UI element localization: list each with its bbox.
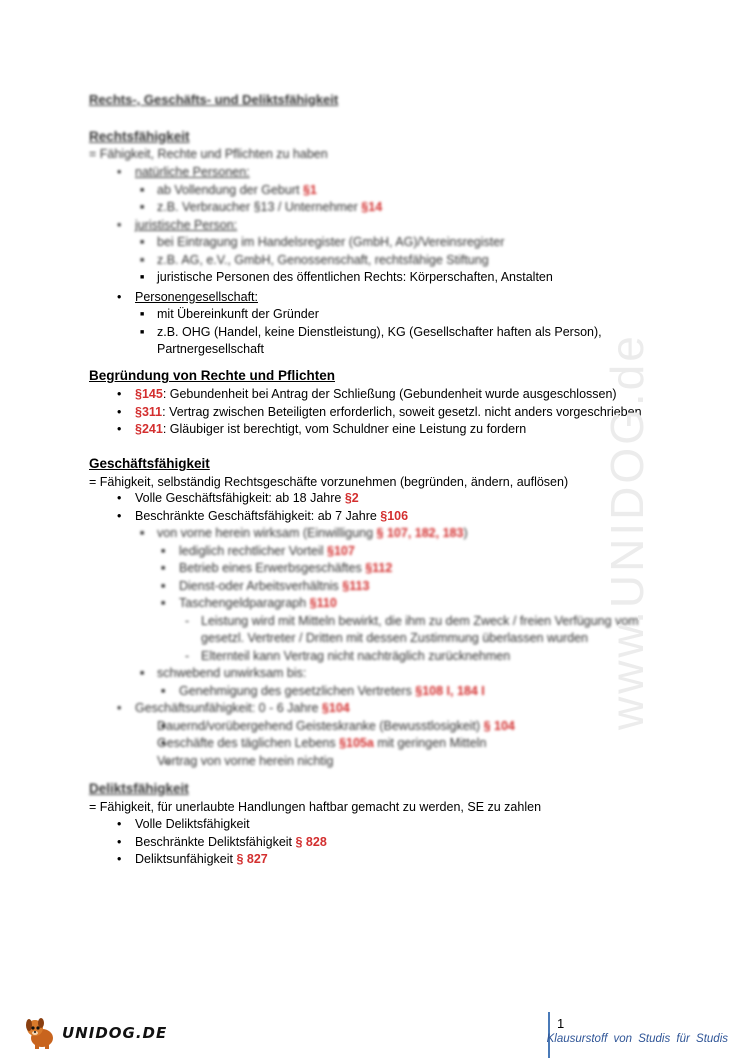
list-item: [89, 735, 639, 753]
list-item-text: ab Vollendung der Geburt: [157, 182, 300, 197]
list-item-text: Geschäftsunfähigkeit: 0 - 6 Jahre: [135, 701, 322, 715]
list-item: [89, 543, 639, 561]
list-item-text: juristische Personen des öffentlichen Rechts: Körperschaften, Anstalten: [157, 270, 553, 284]
list-item-text: z.B. Verbraucher §13 / Unternehmer: [157, 200, 358, 214]
paragraph-reference: § 104: [483, 718, 515, 733]
list-item: [89, 324, 602, 342]
list-item: [89, 306, 602, 324]
list-item: [89, 508, 639, 526]
list-item-text: Vertrag von vorne herein nichtig: [157, 753, 334, 768]
section-heading: Geschäftsfähigkeit: [89, 456, 210, 471]
paragraph-reference: §104: [321, 701, 350, 715]
dog-logo-icon: [22, 1016, 58, 1050]
paragraph-reference: §105a: [339, 736, 374, 750]
list-item-text: Deliktsunfähigkeit: [135, 852, 237, 866]
paragraph-reference: §113: [342, 578, 370, 593]
section-rechtsfaehigkeit: [89, 128, 328, 162]
begruendung-list: [89, 386, 642, 439]
list-item-text: : Gebundenheit bei Antrag der Schließung (Gebundenheit wurde ausgeschlossen): [162, 387, 617, 401]
rechtsfaehigkeit-list: [89, 164, 602, 359]
paragraph-reference: §108 I, 184 I: [415, 683, 485, 698]
paragraph-reference: §106: [380, 508, 409, 523]
list-item-text: z.B. AG, e.V., GmbH, Genossenschaft, rechtsfähige Stiftung: [157, 252, 489, 267]
list-item-text: bei Eintragung im Handelsregister (GmbH, AG)/Vereinsregister: [157, 235, 505, 249]
list-item-text: Genehmigung des gesetzlichen Vertreters: [179, 683, 416, 698]
section-geschaeftsfaehigkeit: [89, 455, 568, 491]
paragraph-reference: §112: [365, 561, 393, 575]
list-item: [89, 269, 602, 287]
list-item: [89, 289, 602, 307]
paragraph-reference: §2: [344, 491, 359, 505]
footer-tagline: Klausurstoff von Studis für Studis: [546, 1033, 728, 1045]
list-item-text: z.B. OHG (Handel, keine Dienstleistung), KG (Gesellschafter haften als Person),: [157, 324, 602, 339]
section-deliktsfaehigkeit: [89, 780, 541, 816]
list-item: [89, 578, 639, 596]
list-item: [89, 816, 327, 834]
paragraph-reference: §145: [135, 387, 163, 401]
list-item-text: Geschäfte des täglichen Lebens: [157, 736, 340, 750]
paragraph-reference: §14: [361, 200, 383, 214]
footer-logo-text: UNIDOG.DE: [62, 1024, 168, 1042]
list-item-text: lediglich rechtlicher Vorteil: [179, 543, 327, 558]
list-item: [89, 683, 639, 701]
footer-logo: [22, 1016, 167, 1050]
list-item-text: Taschengeldparagraph: [179, 596, 310, 610]
section-definition: = Fähigkeit, selbständig Rechtsgeschäfte vorzunehmen (begründen, ändern, auflösen): [89, 475, 569, 489]
list-item-text: Beschränkte Geschäftsfähigkeit: ab 7 Jahre: [135, 508, 381, 523]
list-item-text: mit Übereinkunft der Gründer: [157, 307, 319, 321]
paragraph-reference: § 827: [236, 852, 268, 866]
list-item: [89, 834, 327, 852]
section-heading: Rechtsfähigkeit: [89, 129, 190, 144]
list-item: [89, 199, 602, 217]
list-item: [89, 718, 639, 736]
list-item: [89, 421, 642, 439]
list-item-text: Betrieb eines Erwerbsgeschäftes: [179, 561, 366, 575]
section-definition: = Fähigkeit, für unerlaubte Handlungen haftbar gemacht zu werden, SE zu zahlen: [89, 800, 542, 814]
list-item-label: natürliche Personen:: [135, 165, 250, 179]
paragraph-reference: §241: [135, 422, 163, 436]
list-item: [89, 665, 639, 683]
section-heading: Begründung von Rechte und Pflichten: [89, 368, 335, 383]
list-item-text: Dauernd/vorübergehend Geisteskranke (Bewusstlosigkeit): [157, 718, 484, 733]
list-item-text: gesetzl. Vertreter / Dritten mit dessen Zustimmung überlassen wurden: [201, 631, 588, 645]
section-heading: Deliktsfähigkeit: [89, 781, 189, 796]
list-item-text: schwebend unwirksam bis:: [157, 666, 307, 680]
list-item-text: : Vertrag zwischen Beteiligten erforderlich, soweit gesetzl. nicht anders vorgeschrieben: [162, 404, 642, 419]
list-item-label: juristische Person:: [135, 217, 238, 232]
list-item-text: von vorne herein wirksam (Einwilligung: [157, 526, 377, 540]
list-item-text: Elternteil kann Vertrag nicht nachträglich zurücknehmen: [201, 648, 511, 663]
list-item-text: Volle Deliktsfähigkeit: [135, 817, 250, 831]
section-definition: = Fähigkeit, Rechte und Pflichten zu haben: [89, 147, 328, 161]
list-item-text: ): [463, 526, 468, 540]
page-number: 1: [557, 1016, 565, 1031]
list-item-text: Beschränkte Deliktsfähigkeit: [135, 834, 296, 849]
list-item: [89, 217, 602, 235]
list-item-text: : Gläubiger ist berechtigt, vom Schuldner eine Leistung zu fordern: [162, 422, 527, 436]
paragraph-reference: §311: [135, 404, 163, 419]
geschaeftsfaehigkeit-list: [89, 490, 639, 770]
paragraph-reference: §1: [302, 182, 317, 197]
paragraph-reference: § 107, 182, 183: [376, 526, 464, 540]
list-item: [89, 490, 639, 508]
list-item: [89, 164, 602, 182]
document-title: Rechts-, Geschäfts- und Deliktsfähigkeit: [89, 92, 339, 107]
list-item: [89, 613, 639, 631]
list-item: [89, 753, 639, 771]
list-item: [89, 851, 327, 869]
list-item: [89, 560, 639, 578]
deliktsfaehigkeit-list: [89, 816, 327, 869]
list-item: [89, 386, 642, 404]
list-item-continuation: [89, 630, 639, 648]
list-item-continuation: [89, 341, 602, 359]
list-item: [89, 404, 642, 422]
watermark-text: www.UNIDOG.de: [601, 333, 653, 730]
list-item: [89, 700, 639, 718]
list-item: [89, 182, 602, 200]
list-item: [89, 648, 639, 666]
list-item-label: Personengesellschaft:: [135, 289, 258, 304]
list-item-text: Leistung wird mit Mitteln bewirkt, die ihm zu dem Zweck / freien Verfügung vom: [201, 613, 639, 628]
list-item-text: mit geringen Mitteln: [373, 736, 487, 750]
paragraph-reference: § 828: [295, 834, 327, 849]
list-item-text: Volle Geschäftsfähigkeit: ab 18 Jahre: [135, 491, 345, 505]
section-begruendung: [89, 367, 335, 385]
list-item: [89, 595, 639, 613]
list-item: [89, 252, 602, 270]
list-item: [89, 525, 639, 543]
paragraph-reference: §110: [309, 596, 337, 610]
list-item-text: Partnergesellschaft: [157, 342, 265, 356]
list-item-text: Dienst-oder Arbeitsverhältnis: [179, 578, 343, 593]
paragraph-reference: §107: [327, 543, 355, 558]
list-item: [89, 234, 602, 252]
